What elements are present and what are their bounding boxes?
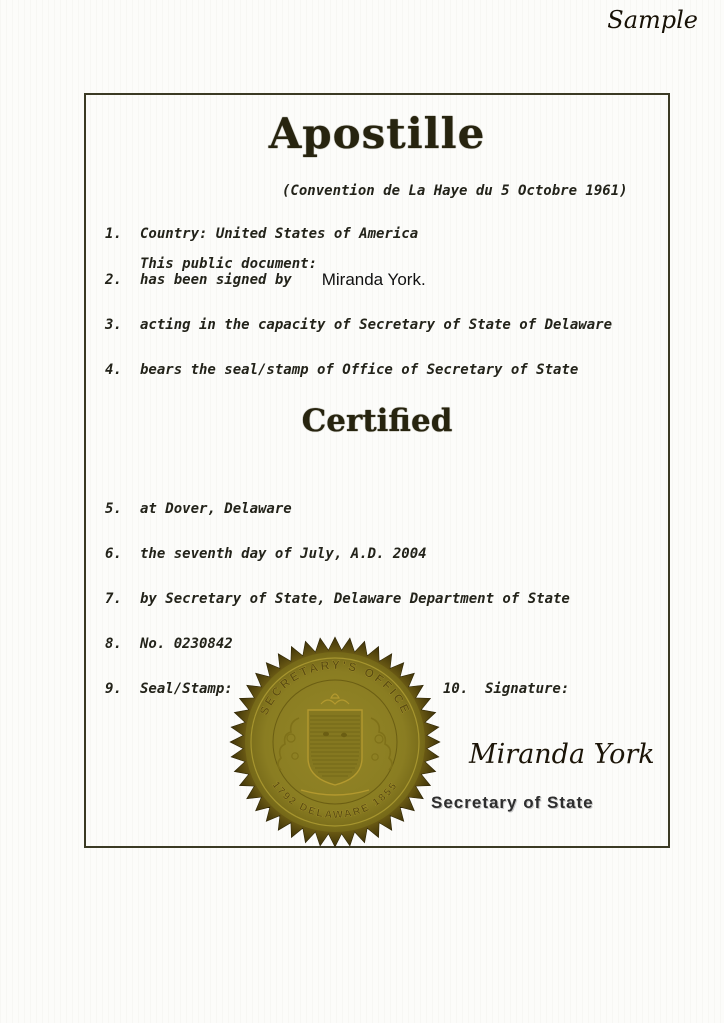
item-text: Country: United States of America <box>140 226 419 242</box>
item-text: has been signed by <box>140 272 292 288</box>
convention-subtitle: (Convention de La Haye du 5 Octobre 1961) <box>282 183 628 199</box>
item-date <box>105 546 427 562</box>
item-number: 3. <box>105 317 122 333</box>
certified-heading: Certified <box>301 403 453 439</box>
signer-name-value: Miranda York. <box>321 270 426 289</box>
item-country <box>105 226 418 242</box>
item-text: No. 0230842 <box>140 636 233 652</box>
item-signed-by <box>105 272 426 288</box>
item-number: 5. <box>105 501 122 517</box>
gold-foil-seal <box>229 636 441 848</box>
apostille-title: Apostille <box>268 109 486 158</box>
item-number-no <box>105 636 233 652</box>
item-number: 7. <box>105 591 122 607</box>
item-signature-label <box>443 681 569 697</box>
sample-watermark: Sample <box>607 6 698 34</box>
item-number: 10. <box>443 681 469 697</box>
item-text: Signature: <box>485 681 570 697</box>
item-text: by Secretary of State, Delaware Department of State <box>140 591 570 607</box>
item-text: the seventh day of July, A.D. 2004 <box>140 546 427 562</box>
item-number: 6. <box>105 546 122 562</box>
item-seal-stamp-label <box>105 681 233 697</box>
signature-handwriting: Miranda York <box>469 739 655 770</box>
item-at-place <box>105 501 292 517</box>
item-text: bears the seal/stamp of Office of Secretary of State <box>140 362 579 378</box>
item-signed-preline: This public document: <box>140 256 318 272</box>
item-number: 2. <box>105 272 122 288</box>
item-number: 8. <box>105 636 122 652</box>
certificate-frame <box>84 93 670 848</box>
signer-title: Secretary of State <box>431 793 594 812</box>
item-text: at Dover, Delaware <box>140 501 292 517</box>
delaware-secretary-seal-icon <box>229 636 441 848</box>
item-text: acting in the capacity of Secretary of State of Delaware <box>140 317 613 333</box>
seal-top-text: SECRETARY'S OFFICE <box>256 657 414 718</box>
item-capacity <box>105 317 612 333</box>
item-number: 4. <box>105 362 122 378</box>
item-seal-stamp-of <box>105 362 578 378</box>
item-by-authority <box>105 591 570 607</box>
item-number: 1. <box>105 226 122 242</box>
item-number: 9. <box>105 681 122 697</box>
item-text: Seal/Stamp: <box>140 681 233 697</box>
seal-bottom-text: 1792 DELAWARE 1855 <box>269 779 401 822</box>
